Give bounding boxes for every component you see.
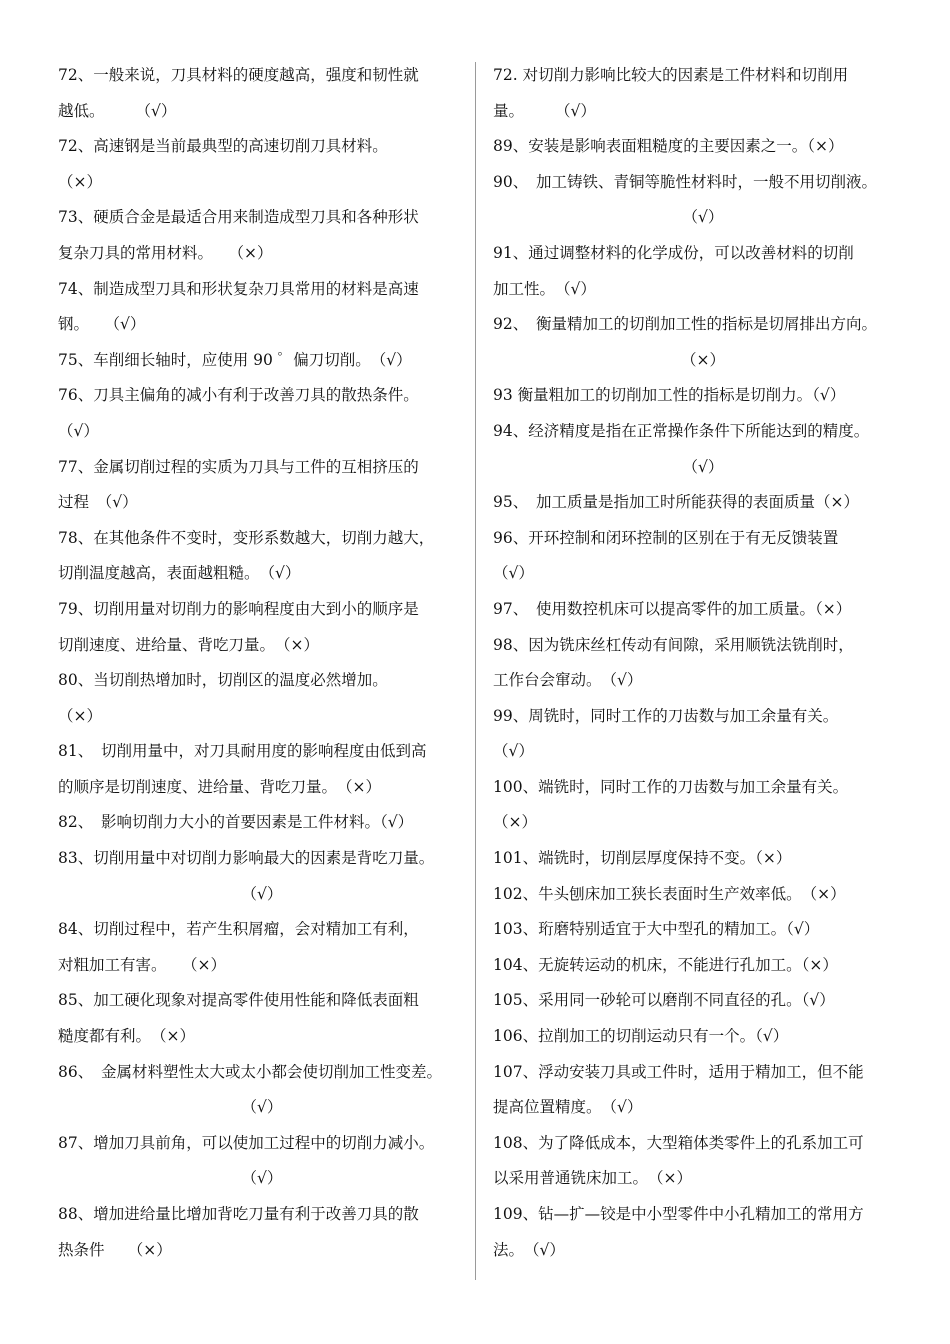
text-line: （×）: [58, 172, 102, 191]
text-line: 对粗加工有害。 （×）: [58, 955, 226, 974]
text-line: （×）: [58, 706, 102, 725]
text-line: （√）: [58, 421, 99, 440]
text-line: 72、一般来说，刀具材料的硬度越高，强度和韧性就: [58, 66, 419, 84]
text-line: 99、周铣时，同时工作的刀齿数与加工余量有关。: [493, 706, 839, 725]
text-line: 91、通过调整材料的化学成份，可以改善材料的切削: [493, 243, 854, 262]
text-line: 钢。 （√）: [58, 315, 146, 334]
text-line: 107、浮动安装刀具或工件时，适用于精加工，但不能: [493, 1062, 864, 1081]
text-line: 73、硬质合金是最适合用来制造成型刀具和各种形状: [58, 208, 419, 227]
text-line: 92、 衡量精加工的切削加工性的指标是切屑排出方向。: [493, 315, 877, 334]
text-line: 加工性。 （√）: [493, 279, 596, 298]
text-line: 量。 （√）: [493, 101, 596, 120]
text-line: 切削温度越高，表面越粗糙。 （√）: [58, 564, 301, 583]
text-line: 94、经济精度是指在正常操作条件下所能达到的精度。: [493, 421, 870, 440]
text-line: 100、端铣时，同时工作的刀齿数与加工余量有关。: [493, 777, 849, 796]
left-column: [58, 58, 466, 1268]
text-line: 72、高速钢是当前最典型的高速切削刀具材料。: [58, 137, 388, 156]
answer-mark: （√）: [682, 457, 724, 476]
text-line: 102、牛头刨床加工狭长表面时生产效率低。 （×）: [493, 884, 846, 903]
answer-mark: （√）: [241, 1098, 283, 1117]
text-line: （×）: [493, 813, 537, 832]
text-line: 84、切削过程中，若产生积屑瘤，会对精加工有利，: [58, 920, 419, 939]
text-line: 75、车削细长轴时，应使用 90 ゜偏刀切削。 （√）: [58, 350, 412, 369]
text-line: 106、拉削加工的切削运动只有一个。（√）: [493, 1027, 789, 1046]
text-line: 工作台会窜动。 （√）: [493, 671, 643, 690]
text-line: 83、切削用量中对切削力影响最大的因素是背吃刀量。: [58, 849, 435, 868]
text-line: 切削速度、进给量、背吃刀量。 （×）: [58, 635, 319, 654]
text-line: 108、为了降低成本，大型箱体类零件上的孔系加工可: [493, 1133, 864, 1152]
answer-mark: （√）: [241, 1169, 283, 1188]
text-line: 糙度都有利。 （×）: [58, 1027, 195, 1046]
text-line: 86、 金属材料塑性太大或太小都会使切削加工性变差。: [58, 1062, 442, 1081]
column-divider: [475, 62, 476, 1280]
text-line: 77、金属切削过程的实质为刀具与工件的互相挤压的: [58, 457, 419, 476]
text-line: 过程 （√）: [58, 493, 138, 512]
text-line: 74、制造成型刀具和形状复杂刀具常用的材料是高速: [58, 279, 419, 298]
text-line: 78、在其他条件不变时，变形系数越大，切削力越大，: [58, 528, 435, 547]
text-line: 85、加工硬化现象对提高零件使用性能和降低表面粗: [58, 991, 419, 1010]
text-line: 89、安装是影响表面粗糙度的主要因素之一。（×）: [493, 137, 844, 156]
text-line: 96、开环控制和闭环控制的区别在于有无反馈装置: [493, 528, 839, 547]
text-line: 80、当切削热增加时，切削区的温度必然增加。: [58, 671, 388, 690]
text-line: 101、端铣时，切削层厚度保持不变。（×）: [493, 849, 792, 868]
text-line: 越低。 （√）: [58, 101, 177, 120]
text-line: 97、 使用数控机床可以提高零件的加工质量。（×）: [493, 599, 852, 618]
text-line: 105、采用同一砂轮可以磨削不同直径的孔。（√）: [493, 991, 835, 1010]
text-line: 复杂刀具的常用材料。 （×）: [58, 243, 273, 262]
text-line: 104、无旋转运动的机床，不能进行孔加工。（×）: [493, 955, 838, 974]
text-line: （√）: [493, 742, 534, 761]
text-line: 72. 对切削力影响比较大的因素是工件材料和切削用: [493, 66, 849, 84]
answer-mark: （√）: [241, 884, 283, 903]
text-line: 82、 影响切削力大小的首要因素是工件材料。（√）: [58, 813, 414, 832]
text-line: 81、 切削用量中，对刀具耐用度的影响程度由低到高: [58, 742, 427, 761]
text-line: 法。 （√）: [493, 1240, 565, 1259]
text-line: 热条件 （×）: [58, 1240, 172, 1259]
text-line: 提高位置精度。 （√）: [493, 1098, 643, 1117]
text-line: 88、增加进给量比增加背吃刀量有利于改善刀具的散: [58, 1205, 419, 1223]
text-line: 95、 加工质量是指加工时所能获得的表面质量（×）: [493, 493, 859, 512]
answer-mark: （√）: [682, 208, 724, 227]
text-line: 98、因为铣床丝杠传动有间隙，采用顺铣法铣削时，: [493, 635, 854, 654]
text-line: 93 衡量粗加工的切削加工性的指标是切削力。（√）: [493, 386, 846, 405]
text-line: 76、刀具主偏角的减小有利于改善刀具的散热条件。: [58, 386, 419, 405]
answer-mark: （×）: [681, 350, 725, 369]
text-line: （√）: [493, 564, 534, 583]
text-line: 以采用普通铣床加工。 （×）: [493, 1169, 692, 1188]
right-column: [493, 58, 913, 1268]
text-line: 87、增加刀具前角，可以使加工过程中的切削力减小。: [58, 1133, 435, 1152]
text-line: 79、切削用量对切削力的影响程度由大到小的顺序是: [58, 599, 419, 618]
text-line: 的顺序是切削速度、进给量、背吃刀量。 （×）: [58, 777, 381, 796]
text-line: 90、 加工铸铁、青铜等脆性材料时，一般不用切削液。: [493, 172, 877, 191]
text-line: 109、钻—扩—铰是中小型零件中小孔精加工的常用方: [493, 1205, 864, 1223]
text-line: 103、珩磨特别适宜于大中型孔的精加工。（√）: [493, 920, 820, 939]
